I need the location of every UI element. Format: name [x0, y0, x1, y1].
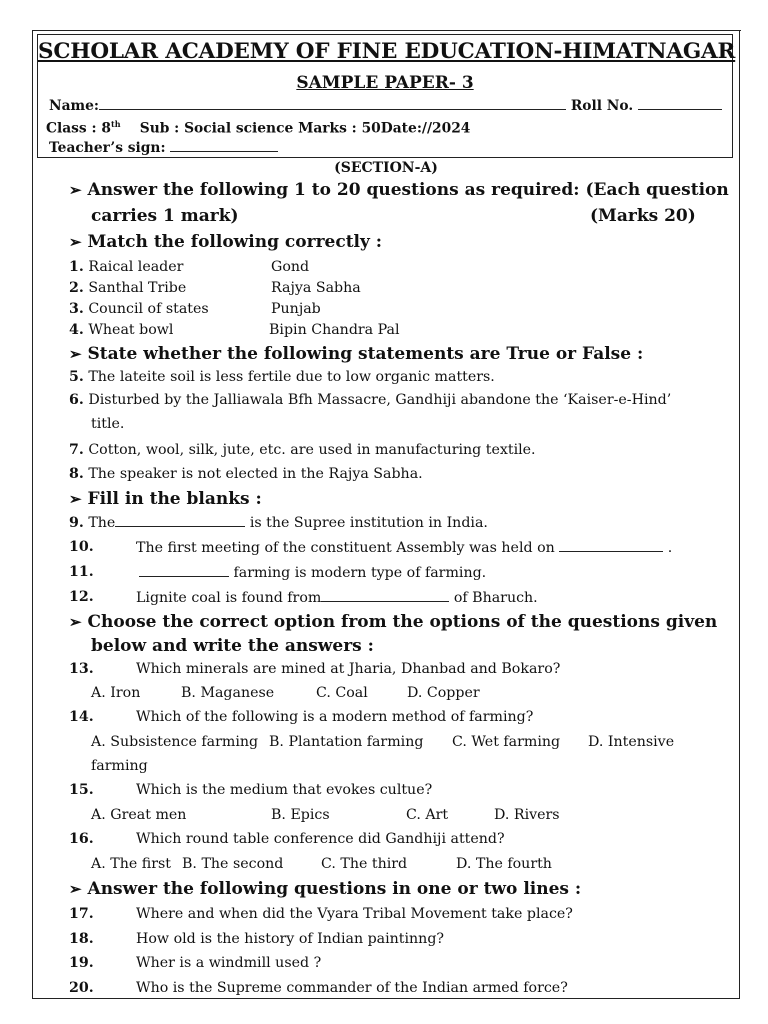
question-text: Which of the following is a modern method of farming? [136, 709, 534, 725]
question-text: How old is the history of Indian paintinng? [136, 931, 445, 947]
subject-line: Sub : Social science Marks : 50Date://2024 [139, 120, 471, 137]
match-right: Bipin Chandra Pal [269, 322, 400, 338]
question-text: Wher is a windmill used ? [136, 955, 322, 971]
option: D. The fourth [456, 856, 552, 872]
true-false-heading: ➢ State whether the following statements are True or False : [69, 344, 644, 364]
option: A. Iron [91, 685, 141, 701]
list-item: 14. [69, 709, 94, 725]
arrow-icon: ➢ [69, 490, 82, 508]
list-item: 6. Disturbed by the Jalliawala Bfh Massacre, Gandhiji abandone the ‘Kaiser-e-Hind’ [69, 392, 672, 408]
option: C. Wet farming [452, 734, 561, 750]
list-item: 5. The lateite soil is less fertile due to low organic matters. [69, 369, 495, 385]
exam-page [32, 30, 740, 999]
list-item: 10. [69, 539, 94, 555]
answer-blank [115, 514, 245, 527]
list-item-text: The first meeting of the constituent Assembly was held on . [136, 540, 673, 556]
option: D. Intensive [588, 734, 675, 750]
header-box [37, 34, 736, 158]
list-item: 18. [69, 931, 94, 947]
roll-blank [638, 97, 722, 110]
answer-blank [139, 564, 229, 577]
list-item: 9. The is the Supree institution in India. [69, 515, 488, 531]
option: D. Rivers [494, 807, 560, 823]
question-text: Where and when did the Vyara Tribal Movement take place? [136, 906, 573, 922]
instruction-line-1: ➢ Answer the following 1 to 20 questions as required: (Each question [69, 180, 729, 200]
list-item: 12. [69, 589, 94, 605]
question-text: Which minerals are mined at Jharia, Dhanbad and Bokaro? [136, 661, 561, 677]
question-text: Who is the Supreme commander of the Indian armed force? [136, 980, 568, 996]
option-cont: farming [91, 758, 148, 774]
list-item: 20. [69, 980, 94, 996]
match-right: Punjab [271, 301, 321, 317]
list-item: 17. [69, 906, 94, 922]
name-blank [99, 97, 566, 110]
arrow-icon: ➢ [69, 613, 82, 631]
list-item: 4. Wheat bowl [69, 322, 174, 338]
arrow-icon: ➢ [69, 181, 82, 199]
school-title: SCHOLAR ACADEMY OF FINE EDUCATION-HIMATNAGAR [38, 39, 736, 64]
arrow-icon: ➢ [69, 880, 82, 898]
list-item-text: farming is modern type of farming. [139, 564, 486, 581]
option: A. Great men [91, 807, 187, 823]
instruction-marks: (Marks 20) [590, 206, 696, 226]
list-item: 11. [69, 564, 94, 580]
match-heading: ➢ Match the following correctly : [69, 232, 383, 252]
option: C. Coal [316, 685, 368, 701]
list-item-text: Lignite coal is found from of Bharuch. [136, 590, 538, 606]
name-label: Name: [49, 98, 100, 114]
option: C. The third [321, 856, 408, 872]
option: A. Subsistence farming [91, 734, 259, 750]
option: B. The second [182, 856, 284, 872]
mcq-heading-2: below and write the answers : [91, 636, 374, 656]
list-item-cont: title. [91, 416, 125, 432]
teacher-line [49, 139, 278, 156]
arrow-icon: ➢ [69, 345, 82, 363]
mcq-heading: ➢ Choose the correct option from the options of the questions given [69, 612, 718, 632]
list-item: 2. Santhal Tribe [69, 280, 187, 296]
answer-blank [559, 539, 663, 552]
blanks-heading: ➢ Fill in the blanks : [69, 489, 262, 509]
list-item: 8. The speaker is not elected in the Rajya Sabha. [69, 466, 423, 482]
list-item: 15. [69, 782, 94, 798]
instruction-line-2: carries 1 mark) [91, 206, 239, 226]
section-title: (SECTION-A) [334, 160, 438, 176]
option: A. The first [91, 856, 171, 872]
list-item: 7. Cotton, wool, silk, jute, etc. are used in manufacturing textile. [69, 442, 536, 458]
question-text: Which is the medium that evokes cultue? [136, 782, 433, 798]
teacher-blank [170, 139, 278, 152]
roll-label: Roll No. [570, 98, 634, 114]
teacher-label: Teacher’s sign: [49, 140, 166, 156]
list-item: 16. [69, 831, 94, 847]
option: B. Plantation farming [269, 734, 424, 750]
list-item: 1. Raical leader [69, 259, 184, 275]
option: D. Copper [407, 685, 480, 701]
class-sup: th [111, 119, 121, 129]
option: B. Epics [271, 807, 330, 823]
class-label: Class : 8 [46, 120, 111, 137]
short-heading: ➢ Answer the following questions in one or two lines : [69, 879, 582, 899]
name-line [49, 97, 722, 114]
list-item: 19. [69, 955, 94, 971]
arrow-icon: ➢ [69, 233, 82, 251]
paper-title: SAMPLE PAPER- 3 [296, 73, 474, 93]
list-item: 3. Council of states [69, 301, 209, 317]
answer-blank [321, 589, 449, 602]
match-right: Gond [271, 259, 310, 275]
question-text: Which round table conference did Gandhiji attend? [136, 831, 505, 847]
option: C. Art [406, 807, 449, 823]
option: B. Maganese [181, 685, 275, 701]
match-right: Rajya Sabha [271, 280, 361, 296]
list-item: 13. [69, 661, 94, 677]
class-line [46, 119, 470, 137]
